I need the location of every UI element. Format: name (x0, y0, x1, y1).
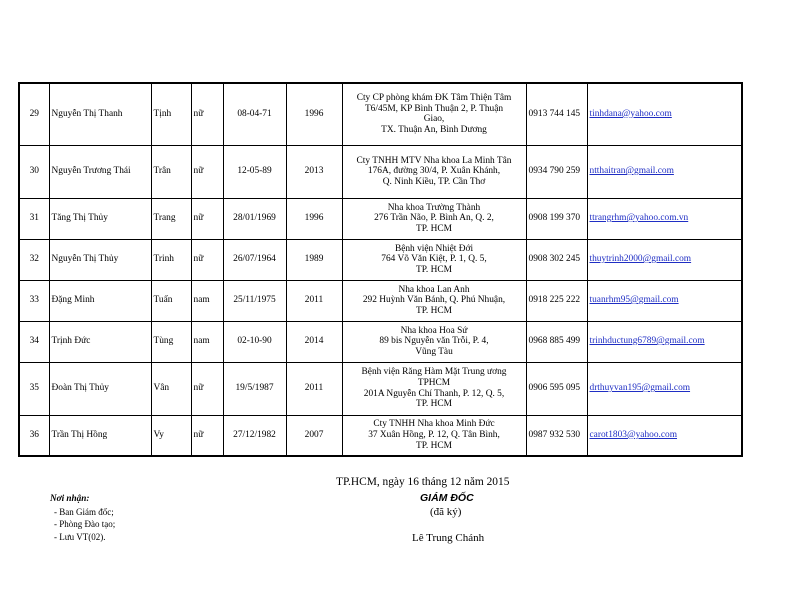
email-cell (587, 239, 742, 280)
workplace-cell: Cty CP phòng khám ĐK Tâm Thiện Tâm T6/45M, KP Bình Thuận 2, P. Thuận Giao, TX. Thuận An, Bình Dương (342, 83, 526, 145)
workplace-cell: Nha khoa Hoa Sứ 89 bis Nguyễn văn Trỗi, P. 4, Vũng Tàu (342, 321, 526, 362)
birth-date-cell: 12-05-89 (223, 145, 286, 198)
email-link[interactable]: tinhdana@yahoo.com (589, 108, 672, 119)
email-cell (587, 198, 742, 239)
email-link[interactable]: ttrangrhm@yahoo.com.vn (589, 213, 689, 223)
surname-cell: Nguyễn Thị Thanh (49, 83, 151, 145)
email-link[interactable]: ntthaitran@gmail.com (589, 166, 674, 176)
given-name-cell: Trang (151, 198, 191, 239)
signer-name: Lê Trung Chánh (412, 532, 485, 544)
email-cell (587, 415, 742, 456)
given-name-cell: Tuấn (151, 280, 191, 321)
year-cell: 1989 (286, 239, 342, 280)
surname-cell: Đặng Minh (49, 280, 151, 321)
email-cell (587, 321, 742, 362)
given-name-cell: Trinh (151, 239, 191, 280)
birth-date-cell: 27/12/1982 (223, 415, 286, 456)
year-cell: 2011 (286, 362, 342, 415)
gender-cell: nữ (191, 198, 223, 239)
surname-cell: Đoàn Thị Thủy (49, 362, 151, 415)
year-cell: 1996 (286, 83, 342, 145)
birth-date-cell: 25/11/1975 (223, 280, 286, 321)
workplace-cell: Cty TNHH MTV Nha khoa La Minh Tân 176A, đường 30/4, P. Xuân Khánh, Q. Ninh Kiều, TP. Cần Thơ (342, 145, 526, 198)
birth-date-cell: 02-10-90 (223, 321, 286, 362)
table-row (19, 321, 742, 362)
recipients-title: Nơi nhận: (50, 493, 90, 503)
table-row (19, 415, 742, 456)
date-line: TP.HCM, ngày 16 tháng 12 năm 2015 (336, 476, 510, 488)
table-row (19, 145, 742, 198)
workplace-cell: Cty TNHH Nha khoa Minh Đức 37 Xuân Hồng, P. 12, Q. Tân Bình, TP. HCM (342, 415, 526, 456)
staff-table (18, 82, 743, 457)
email-link[interactable]: trinhductung6789@gmail.com (589, 336, 705, 346)
given-name-cell: Vân (151, 362, 191, 415)
table-row (19, 239, 742, 280)
birth-date-cell: 26/07/1964 (223, 239, 286, 280)
table-row (19, 198, 742, 239)
table-row (19, 83, 742, 145)
surname-cell: Trịnh Đức (49, 321, 151, 362)
year-cell: 2011 (286, 280, 342, 321)
year-cell: 2007 (286, 415, 342, 456)
year-cell: 1996 (286, 198, 342, 239)
row-number: 33 (19, 280, 49, 321)
gender-cell: nam (191, 321, 223, 362)
email-link[interactable]: carot1803@yahoo.com (589, 429, 678, 440)
workplace-cell: Bệnh viện Răng Hàm Mặt Trung ương TPHCM 201A Nguyễn Chí Thanh, P. 12, Q. 5, TP. HCM (342, 362, 526, 415)
email-cell (587, 280, 742, 321)
year-cell: 2013 (286, 145, 342, 198)
row-number: 31 (19, 198, 49, 239)
phone-cell: 0987 932 530 (526, 415, 587, 456)
workplace-cell: Bệnh viện Nhiệt Đới 764 Võ Văn Kiệt, P. 1, Q. 5, TP. HCM (342, 239, 526, 280)
phone-cell: 0906 595 095 (526, 362, 587, 415)
row-number: 35 (19, 362, 49, 415)
gender-cell: nữ (191, 362, 223, 415)
row-number: 32 (19, 239, 49, 280)
gender-cell: nữ (191, 239, 223, 280)
phone-cell: 0934 790 259 (526, 145, 587, 198)
director-title: GIÁM ĐỐC (420, 492, 474, 504)
row-number: 36 (19, 415, 49, 456)
recipient-item: - Phòng Đào tạo; (54, 519, 116, 530)
workplace-cell: Nha khoa Trường Thành 276 Trần Não, P. Bình An, Q. 2, TP. HCM (342, 198, 526, 239)
email-cell (587, 145, 742, 198)
birth-date-cell: 08-04-71 (223, 83, 286, 145)
table-row (19, 362, 742, 415)
signed-note: (đã ký) (430, 506, 462, 518)
birth-date-cell: 28/01/1969 (223, 198, 286, 239)
recipient-item: - Ban Giám đốc; (54, 507, 114, 517)
gender-cell: nữ (191, 83, 223, 145)
surname-cell: Nguyễn Trương Thái (49, 145, 151, 198)
gender-cell: nam (191, 280, 223, 321)
email-cell (587, 362, 742, 415)
phone-cell: 0913 744 145 (526, 83, 587, 145)
table-row (19, 280, 742, 321)
birth-date-cell: 19/5/1987 (223, 362, 286, 415)
email-link[interactable]: drthuyvan195@gmail.com (589, 383, 691, 393)
given-name-cell: Trân (151, 145, 191, 198)
surname-cell: Tăng Thị Thủy (49, 198, 151, 239)
recipient-item: - Lưu VT(02). (54, 531, 106, 542)
workplace-cell: Nha khoa Lan Anh 292 Huỳnh Văn Bánh, Q. Phú Nhuận, TP. HCM (342, 280, 526, 321)
given-name-cell: Tùng (151, 321, 191, 362)
gender-cell: nữ (191, 145, 223, 198)
gender-cell: nữ (191, 415, 223, 456)
surname-cell: Trần Thị Hồng (49, 415, 151, 456)
row-number: 29 (19, 83, 49, 145)
email-link[interactable]: thuytrinh2000@gmail.com (589, 254, 692, 264)
recipients-list (54, 506, 115, 543)
phone-cell: 0918 225 222 (526, 280, 587, 321)
row-number: 34 (19, 321, 49, 362)
email-link[interactable]: tuanrhm95@gmail.com (589, 295, 679, 305)
phone-cell: 0908 199 370 (526, 198, 587, 239)
row-number: 30 (19, 145, 49, 198)
phone-cell: 0908 302 245 (526, 239, 587, 280)
given-name-cell: Tịnh (151, 83, 191, 145)
phone-cell: 0968 885 499 (526, 321, 587, 362)
surname-cell: Nguyễn Thị Thủy (49, 239, 151, 280)
given-name-cell: Vy (151, 415, 191, 456)
year-cell: 2014 (286, 321, 342, 362)
email-cell (587, 83, 742, 145)
